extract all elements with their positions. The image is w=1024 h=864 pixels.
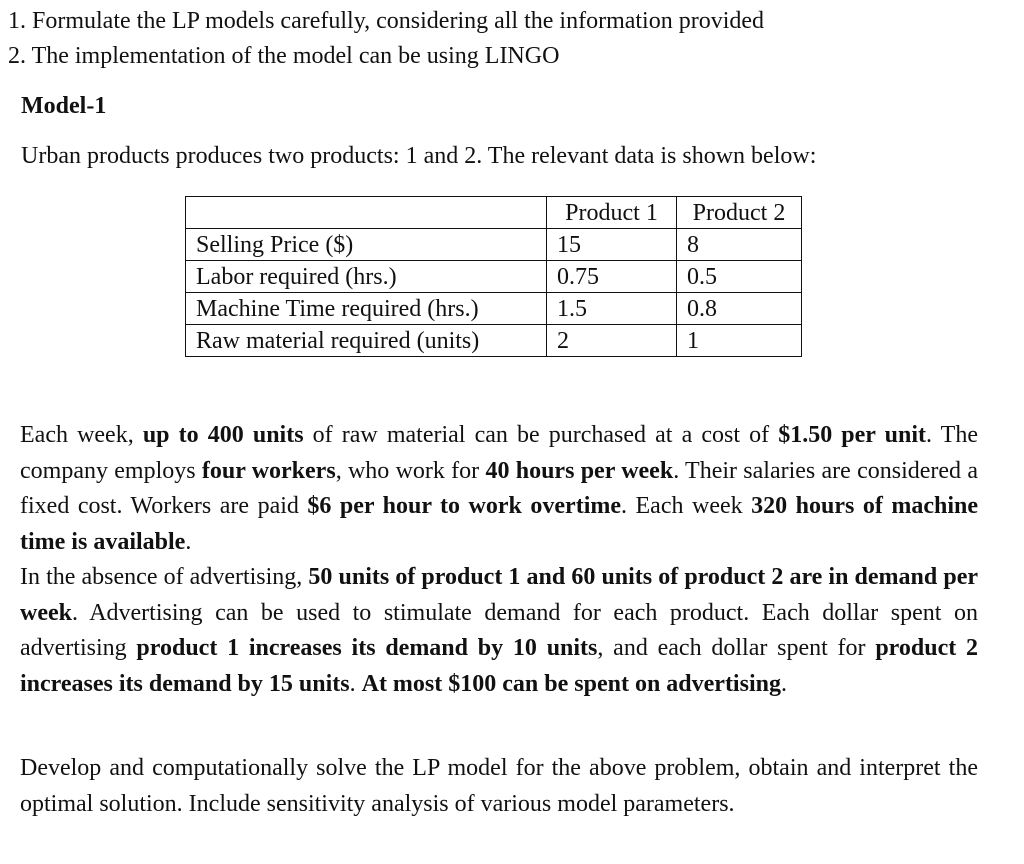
- text-run: , and each dollar spent for: [597, 635, 876, 661]
- bold-run: $1.50 per unit: [778, 422, 926, 448]
- row-label: Labor required (hrs.): [186, 261, 547, 293]
- table-header-product-1: Product 1: [547, 197, 677, 229]
- table-header-product-2: Product 2: [677, 197, 802, 229]
- product-2-value: 1: [677, 325, 802, 357]
- instruction-item: 1. Formulate the LP models carefully, considering all the information provided: [8, 8, 765, 34]
- bold-run: At most $100 can be spent on advertising: [361, 670, 781, 697]
- demand-paragraph: [20, 560, 978, 702]
- bold-run: four workers: [201, 457, 336, 484]
- bold-run: $6 per hour to work overtime: [307, 493, 622, 519]
- table-header-empty: [186, 197, 547, 229]
- product-1-value: 15: [547, 229, 677, 261]
- table-row: [186, 293, 802, 325]
- table-row: [186, 325, 802, 357]
- bold-run: 50 units of product 1 and 60 units of product 2 are in demand per week: [20, 564, 978, 626]
- intro-text: Urban products produces two products: 1 and 2. The relevant data is shown below:: [21, 143, 817, 169]
- text-run: .: [349, 670, 362, 697]
- text-run: . Each week: [621, 493, 752, 519]
- row-label: Raw material required (units): [186, 325, 547, 357]
- bold-run: up to 400 units: [142, 422, 304, 448]
- text-run: , who work for: [335, 457, 486, 484]
- table-header-row: [186, 197, 802, 229]
- product-1-value: 0.75: [547, 261, 677, 293]
- product-2-value: 0.5: [677, 261, 802, 293]
- table-row: [186, 261, 802, 293]
- text-run: In the absence of advertising,: [20, 564, 309, 590]
- product-data-table: [185, 196, 802, 357]
- text-run: of raw material can be purchased at a cost of: [303, 422, 779, 448]
- product-2-value: 0.8: [677, 293, 802, 325]
- bold-run: 40 hours per week: [485, 457, 674, 484]
- task-paragraph: Develop and computationally solve the LP model for the above problem, obtain and interpret the optimal solution. Include sensitivity analysis of various model parameters.: [20, 755, 978, 817]
- instruction-list: [8, 4, 764, 74]
- model-title: Model-1: [21, 93, 107, 119]
- product-1-value: 1.5: [547, 293, 677, 325]
- text-run: . The company employs: [20, 422, 978, 484]
- row-label: Selling Price ($): [186, 229, 547, 261]
- instruction-item: 2. The implementation of the model can be using LINGO: [8, 43, 560, 69]
- text-run: .: [185, 528, 192, 555]
- text-run: . Their salaries are considered a fixed cost. Workers are paid: [20, 457, 978, 519]
- text-run: . Advertising can be used to stimulate demand for each product. Each dollar spent on advertising: [20, 599, 978, 661]
- bold-run: 320 hours of machine time is available: [20, 493, 978, 555]
- text-run: Each week,: [20, 422, 143, 448]
- bold-run: product 2 increases its demand by 15 units: [20, 635, 979, 697]
- bold-run: product 1 increases its demand by 10 units: [136, 635, 598, 661]
- row-label: Machine Time required (hrs.): [186, 293, 547, 325]
- product-1-value: 2: [547, 325, 677, 357]
- text-run: .: [780, 670, 787, 697]
- product-2-value: 8: [677, 229, 802, 261]
- resource-paragraph: [20, 418, 978, 560]
- table-row: [186, 229, 802, 261]
